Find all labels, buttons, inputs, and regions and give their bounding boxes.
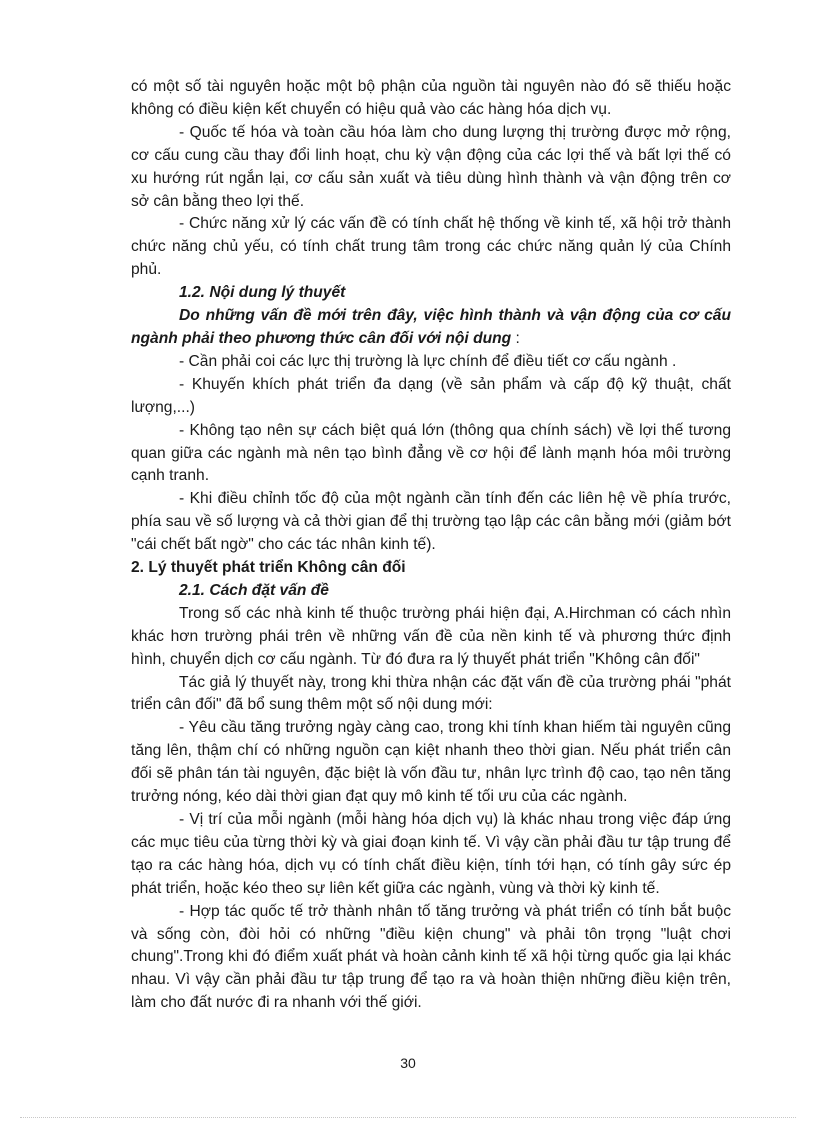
paragraph-speed-adjustment: - Khi điều chỉnh tốc độ của một ngành cần tính đến các liên hệ về phía trước, phía sau về số lượng và cả thời gian để thị trường tạo lập các cân bằng mới (giảm bớt "cái chết bất ngờ" cho các tác nhân kinh tế). xyxy=(131,490,731,554)
emphasized-lead: Do những vấn đề mới trên đây, việc hình thành và vận động của cơ cấu ngành phải theo phương thức cân đối với nội dung xyxy=(131,307,731,347)
paragraph-balanced-method xyxy=(131,305,731,351)
paragraph-diversified-development: - Khuyến khích phát triển đa dạng (về sản phẩm và cấp độ kỹ thuật, chất lượng,...) xyxy=(131,375,731,416)
paragraph-sector-position: - Vị trí của mỗi ngành (mỗi hàng hóa dịch vụ) là khác nhau trong việc đáp ứng các mục tiêu của từng thời kỳ và giai đoạn kinh tế. Vì vậy cần phải đầu tư tập trung để tạo ra các hàng hóa, dịch vụ có tính chất điều kiện, tính tới hạn, có tính gây sức ép phát triển, hoặc kéo theo sự liên kết giữa các ngành, vùng và thời kỳ kinh tế. xyxy=(131,811,731,897)
paragraph-equal-opportunity: - Không tạo nên sự cách biệt quá lớn (thông qua chính sách) về lợi thế tương quan giữa các ngành mà nên tạo bình đẳng về cơ hội để lành mạnh hóa môi trường cạnh tranh. xyxy=(131,421,731,485)
heading-2-unbalanced-theory: 2. Lý thuyết phát triển Không cân đối xyxy=(131,559,406,577)
paragraph-government-function: - Chức năng xử lý các vấn đề có tính chất hệ thống về kinh tế, xã hội trở thành chức năng chủ yếu, có tính chất trung tâm trong các chức năng quản lý của Chính phủ. xyxy=(131,215,731,279)
page-bottom-divider xyxy=(20,1117,796,1118)
paragraph-author-additions: Tác giả lý thuyết này, trong khi thừa nhận các đặt vấn đề của trường phái "phát triển cân đối" đã bổ sung thêm một số nội dung mới: xyxy=(131,673,731,714)
heading-1-2-theory-content: 1.2. Nội dung lý thuyết xyxy=(179,284,346,302)
page-number: 30 xyxy=(400,1055,416,1071)
body-text xyxy=(131,76,731,1015)
paragraph-growth-requirements: - Yêu cầu tăng trưởng ngày càng cao, trong khi tính khan hiếm tài nguyên cũng tăng lên, thậm chí có những nguồn cạn kiệt nhanh theo thời gian. Nếu phát triển cân đối sẽ phân tán tài nguyên, đặc biệt là vốn đầu tư, nhân lực trình độ cao, tạo nên tăng trưởng nóng, kéo dài thời gian đạt quy mô kinh tế tối ưu của các ngành. xyxy=(131,719,731,806)
paragraph-hirchman: Trong số các nhà kinh tế thuộc trường phái hiện đại, A.Hirchman có cách nhìn khác hơn trường phái trên về những vấn đề của nền kinh tế và phương thức định hình, chuyển dịch cơ cấu ngành. Từ đó đưa ra lý thuyết phát triển "Không cân đối" xyxy=(131,604,731,668)
heading-2-1-problem-statement: 2.1. Cách đặt vấn đề xyxy=(179,581,329,599)
paragraph-continuation: có một số tài nguyên hoặc một bộ phận của nguồn tài nguyên nào đó sẽ thiếu hoặc không có điều kiện kết chuyển có hiệu quả vào các hàng hóa dịch vụ. xyxy=(131,78,731,118)
emphasized-lead-tail: : xyxy=(511,329,520,347)
paragraph-market-forces: - Cần phải coi các lực thị trường là lực chính để điều tiết cơ cấu ngành . xyxy=(179,352,677,370)
paragraph-globalization: - Quốc tế hóa và toàn cầu hóa làm cho dung lượng thị trường được mở rộng, cơ cấu cung cầu thay đổi linh hoạt, chu kỳ vận động của các lợi thế và bất lợi thế có xu hướng rút ngắn lại, cơ cấu sản xuất và tiêu dùng hình thành và vận động trên cơ sở cân bằng theo lợi thế. xyxy=(131,123,731,210)
paragraph-international-cooperation: - Hợp tác quốc tế trở thành nhân tố tăng trưởng và phát triển có tính bắt buộc và sống còn, đòi hỏi có những "điều kiện chung" và phải tôn trọng "luật chơi chung".Trong khi đó điểm xuất phát và hoàn cảnh kinh tế xã hội từng quốc gia lại khác nhau. Vì vậy cần phải đầu tư tập trung để tạo ra và hoàn thiện những điều kiện trên, làm cho đất nước đi ra nhanh với thế giới. xyxy=(131,902,731,1012)
